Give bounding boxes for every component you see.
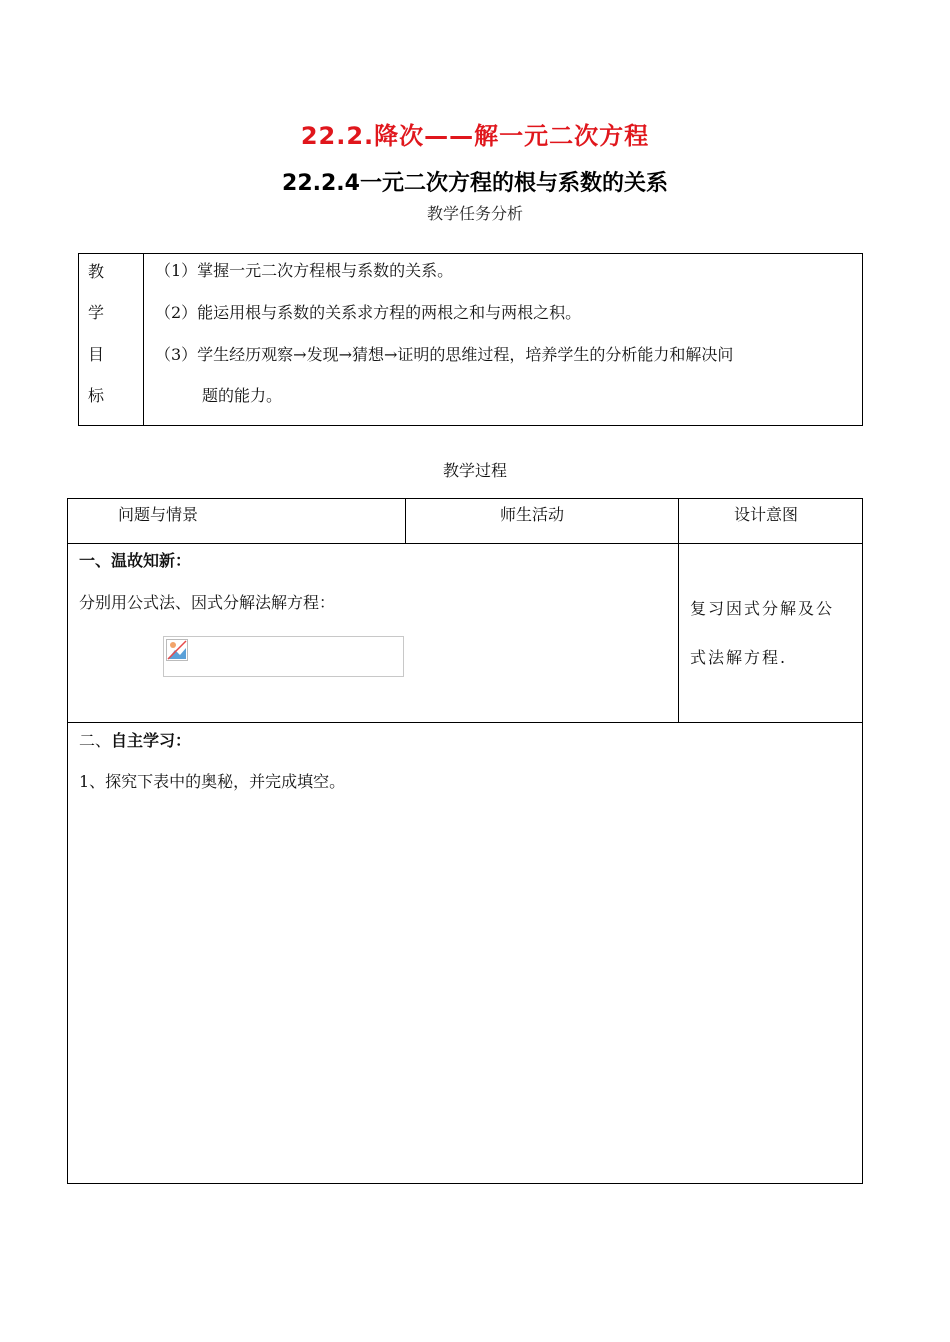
section1-intent-line1: 复习因式分解及公 (690, 599, 835, 618)
page-title: 22.2.降次——解一元二次方程 (300, 122, 650, 150)
column-header-activity: 师生活动 (500, 505, 565, 524)
header-divider-2 (678, 498, 679, 723)
goals-label-3: 目 (88, 345, 105, 364)
broken-image-icon (166, 639, 188, 661)
equation-image (163, 636, 404, 677)
section2-title-prefix: 二、 (79, 731, 112, 750)
header-divider-1 (405, 498, 406, 543)
goal-item-2: （2）能运用根与系数的关系求方程的两根之和与两根之积。 (155, 303, 582, 322)
goal-item-3-cont: 题的能力。 (202, 386, 283, 405)
goal-item-1: （1）掌握一元二次方程根与系数的关系。 (155, 261, 454, 280)
section1-intent-line2: 式法解方程. (690, 648, 788, 667)
goals-label-1: 教 (88, 262, 105, 281)
section1-row-line (67, 722, 863, 723)
section1-title: 一、温故知新： (79, 551, 192, 570)
section2-title (79, 731, 191, 751)
column-header-intent: 设计意图 (734, 505, 799, 524)
goals-label-2: 学 (88, 303, 105, 322)
column-header-problem: 问题与情景 (118, 505, 199, 524)
lesson-subtitle: 22.2.4一元二次方程的根与系数的关系 (282, 171, 668, 196)
goal-item-3: （3）学生经历观察→发现→猜想→证明的思维过程，培养学生的分析能力和解决问 (155, 345, 734, 364)
section2-title-text: 自主学习： (111, 731, 192, 750)
goals-label-4: 标 (88, 386, 105, 405)
goals-divider (143, 253, 144, 426)
header-row-line (67, 543, 863, 544)
section1-text: 分别用公式法、因式分解法解方程： (79, 593, 336, 612)
process-heading: 教学过程 (442, 461, 507, 480)
section2-text: 1、探究下表中的奥秘，并完成填空。 (79, 772, 346, 791)
task-analysis-heading: 教学任务分析 (426, 204, 523, 223)
